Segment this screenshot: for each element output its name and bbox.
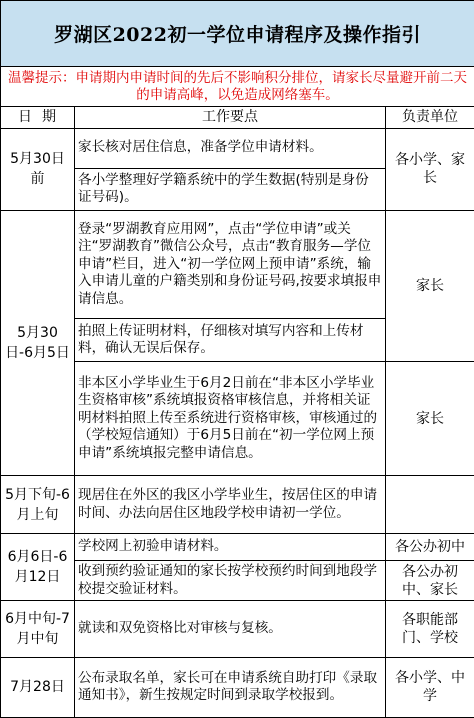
unit-cell: 家长: [386, 210, 474, 362]
table-row: [1, 128, 474, 168]
work-cell: 学校网上初验申请材料。: [75, 534, 386, 561]
table-row: [1, 475, 474, 533]
date-cell: 5月下旬-6月上旬: [1, 475, 75, 533]
work-cell: 家长核对居住信息，准备学位申请材料。: [75, 128, 386, 168]
work-cell: 收到预约验证通知的家长按学校预约时间到地段学校提交验证材料。: [75, 561, 386, 601]
page-title: 罗湖区2022初一学位申请程序及操作指引: [1, 1, 474, 67]
header-date: 日期: [1, 107, 75, 128]
unit-cell-empty: [386, 475, 474, 533]
work-cell: 拍照上传证明材料，仔细核对填写内容和上传材料，确认无误后保存。: [75, 319, 386, 362]
header-unit: 负责单位: [386, 107, 474, 128]
work-cell: 就读和双免资格比对审核与复核。: [75, 601, 386, 657]
notice-text: 温馨提示：申请期内申请时间的先后不影响积分排位，请家长尽量避开前二天的申请高峰，以免造成网络塞车。: [1, 67, 474, 107]
work-cell: 现居住在外区的我区小学毕业生，按居住区的申请时间、办法向居住区地段学校申请初一学位。: [75, 475, 386, 533]
work-cell: 各小学整理好学籍系统中的学生数据(特别是身份证号码)。: [75, 168, 386, 210]
date-cell: 5月30日前: [1, 128, 75, 210]
table-row: [1, 657, 474, 717]
table-row: [1, 210, 474, 318]
unit-cell: 各小学、中学: [386, 657, 474, 717]
work-cell: 非本区小学毕业生于6月2日前在“非本区小学毕业生资格审核”系统填报资格审核信息，并将相关证明材料拍照上传至系统进行资格审核，审核通过的（学校短信通知）于6月5日前在“初一学位网上预申请”系统填报完整申请信息。: [75, 362, 386, 475]
header-row: [1, 107, 474, 128]
work-cell: 公布录取名单，家长可在申请系统自助打印《录取通知书》，新生按规定时间到录取学校报到。: [75, 657, 386, 717]
header-work: 工作要点: [75, 107, 386, 128]
unit-cell: 家长: [386, 362, 474, 475]
work-cell: 登录“罗湖教育应用网”，点击“学位申请”或关注“罗湖教育”微信公众号，点击“教育服务—学位申请”栏目，进入“初一学位网上预申请”系统，输入申请儿童的户籍类别和身份证号码,按要求填报申请信息。: [75, 210, 386, 318]
unit-cell: 各公办初中: [386, 534, 474, 561]
table-row: [1, 601, 474, 657]
table-row: [1, 534, 474, 561]
notice-row: [1, 67, 474, 107]
date-cell: 6月6日-6月12日: [1, 534, 75, 601]
date-cell: 7月28日: [1, 657, 75, 717]
unit-cell: 各小学、家长: [386, 128, 474, 210]
unit-cell: 各公办初中、家长: [386, 561, 474, 601]
title-row: [1, 1, 474, 67]
date-cell: 6月中旬-7月中旬: [1, 601, 75, 657]
unit-cell: 各职能部门、学校: [386, 601, 474, 657]
date-cell: 5月30日-6月5日: [1, 210, 75, 475]
